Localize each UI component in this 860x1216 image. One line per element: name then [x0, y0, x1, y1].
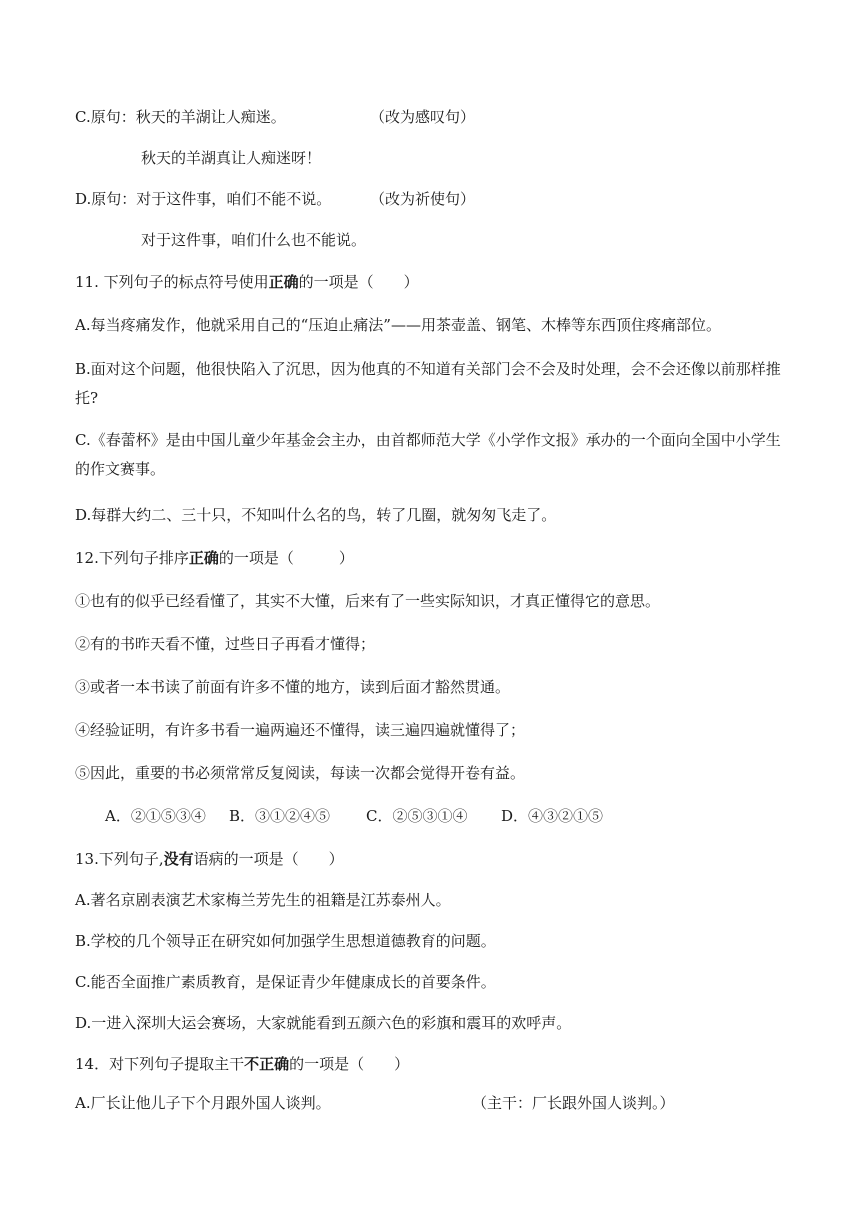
- question-11-option-d: D.每群大约二、三十只，不知叫什么名的鸟，转了几圈，就匆匆飞走了。: [75, 506, 557, 524]
- question-11-stem-pre: 11. 下列句子的标点符号使用: [75, 273, 269, 291]
- question-12-stem: [75, 548, 354, 568]
- question-12-option-a: A．②①⑤③④: [105, 807, 206, 825]
- question-11-stem: [75, 272, 419, 292]
- question-12-option-d: D．④③②①⑤: [501, 807, 604, 825]
- question-14-option-a-note: （主干：厂长跟外国人谈判。）: [472, 1094, 675, 1112]
- question-11-option-b: B.面对这个问题，他很快陷入了沉思，因为他真的不知道有关部门会不会及时处理，会不会还像以前那样推托?: [75, 360, 781, 407]
- question-11-stem-post: 的一项是（ ）: [298, 273, 419, 291]
- question-11-stem-emphasis: 正确: [268, 273, 299, 291]
- question-12-sentence-4: ④经验证明，有许多书看一遍两遍还不懂得，读三遍四遍就懂得了；: [75, 721, 526, 739]
- item-d-original: D.原句：对于这件事，咱们不能不说。: [75, 190, 332, 208]
- question-14-stem: [75, 1054, 409, 1074]
- question-13-option-d: D.一进入深圳大运会赛场，大家就能看到五颜六色的彩旗和震耳的欢呼声。: [75, 1014, 572, 1032]
- question-12-stem-post: 的一项是（ ）: [218, 549, 354, 567]
- question-14-stem-emphasis: 不正确: [244, 1055, 290, 1073]
- question-12-sentence-1: ①也有的似乎已经看懂了，其实不大懂，后来有了一些实际知识，才真正懂得它的意思。: [75, 592, 661, 610]
- question-12-option-c: C．②⑤③①④: [366, 807, 468, 825]
- question-12-stem-pre: 12.下列句子排序: [75, 549, 189, 567]
- question-14-stem-post: 的一项是（ ）: [289, 1055, 410, 1073]
- question-13-stem-post: 语病的一项是（ ）: [193, 850, 344, 868]
- question-13-stem-pre: 13.下列句子,: [75, 850, 164, 868]
- question-13-option-b: B.学校的几个领导正在研究如何加强学生思想道德教育的问题。: [75, 932, 496, 950]
- question-11-option-c: C.《春蕾杯》是由中国儿童少年基金会主办，由首都师范大学《小学作文报》承办的一个面向全国中小学生的作文赛事。: [75, 431, 781, 478]
- question-12-sentence-2: ②有的书昨天看不懂，过些日子再看才懂得；: [75, 635, 376, 653]
- question-14-stem-pre: 14．对下列句子提取主干: [75, 1055, 245, 1073]
- question-13-option-a: A.著名京剧表演艺术家梅兰芳先生的祖籍是江苏泰州人。: [75, 891, 451, 909]
- item-c-answer: 秋天的羊湖真让人痴迷呀！: [141, 149, 322, 167]
- question-12-sentence-3: ③或者一本书读了前面有许多不懂的地方，读到后面才豁然贯通。: [75, 678, 511, 696]
- question-13-stem-emphasis: 没有: [163, 850, 194, 868]
- question-13-option-c: C.能否全面推广素质教育，是保证青少年健康成长的首要条件。: [75, 973, 496, 991]
- item-d-instruction: （改为祈使句）: [370, 190, 476, 208]
- question-12-stem-emphasis: 正确: [188, 549, 219, 567]
- item-c-instruction: （改为感叹句）: [370, 108, 476, 126]
- question-12-option-b: B．③①②④⑤: [229, 807, 331, 825]
- question-14-option-a: A.厂长让他儿子下个月跟外国人谈判。: [75, 1094, 331, 1112]
- item-c-original: C.原句：秋天的羊湖让人痴迷。: [75, 108, 286, 126]
- question-11-option-a: A.每当疼痛发作，他就采用自己的“压迫止痛法”——用茶壶盖、钢笔、木棒等东西顶住疼痛部位。: [75, 316, 721, 334]
- question-13-stem: [75, 849, 344, 869]
- question-12-sentence-5: ⑤因此，重要的书必须常常反复阅读，每读一次都会觉得开卷有益。: [75, 764, 526, 782]
- item-d-answer: 对于这件事，咱们什么也不能说。: [141, 231, 367, 249]
